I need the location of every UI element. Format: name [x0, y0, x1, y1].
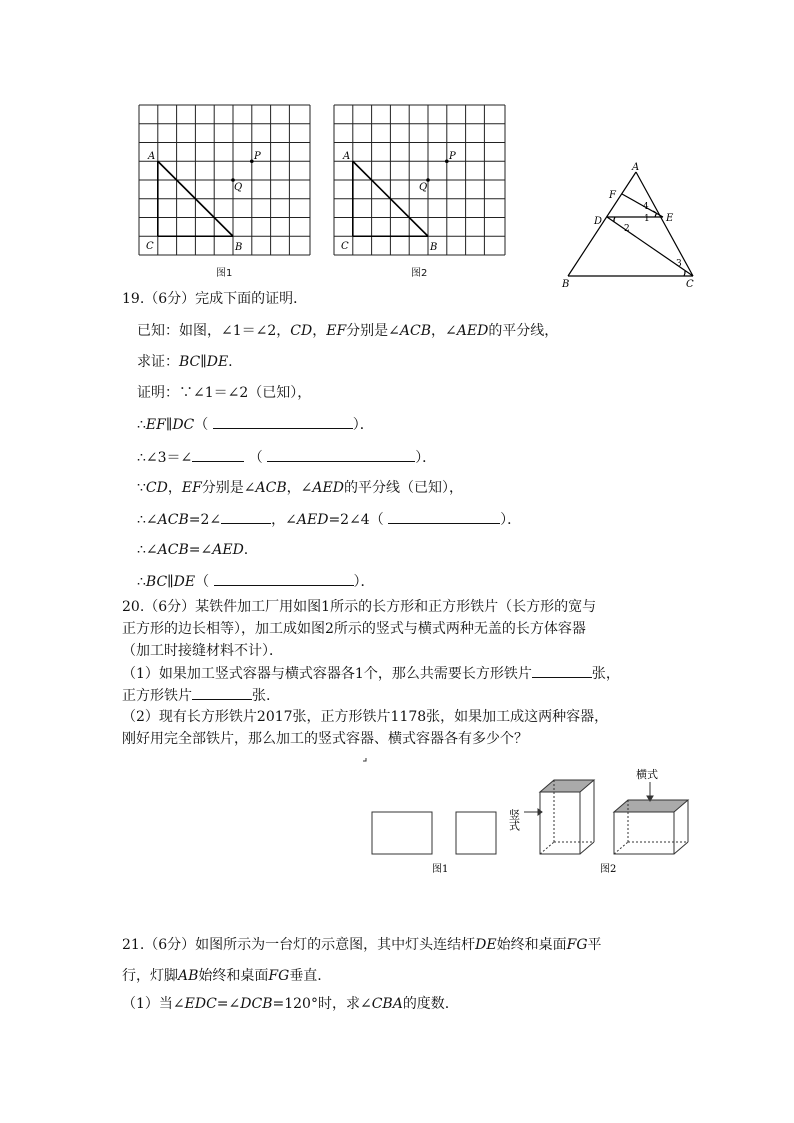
tri-label-E: E [666, 213, 674, 224]
grid-figure-2 [333, 104, 507, 280]
horizontal-label: 横式 [636, 768, 658, 781]
tri-label-F: F [609, 190, 616, 201]
q19-blank-angle[interactable] [192, 447, 244, 462]
grid1-label-C: C [146, 241, 154, 252]
container-figures-svg [362, 752, 702, 882]
q19-blank-angle-2[interactable] [221, 509, 271, 524]
q19-proof-line-3: ∴∠3＝∠ （ ）． [137, 447, 436, 468]
grid1-label-A: A [148, 151, 156, 162]
grid-figure-1-svg [138, 104, 312, 280]
grid1-label-P: P [254, 151, 261, 162]
tri-label-D: D [594, 216, 603, 227]
tri-label-C: C [686, 279, 694, 290]
q19-header: 19.（6分）完成下面的证明． [122, 291, 308, 307]
q20-line-6: （2）现有长方形铁片2017张，正方形铁片1178张，如果加工成这两种容器， [122, 709, 609, 725]
q19-proof-line-7: ∴BC∥DE（ ）． [137, 571, 375, 592]
grid2-caption: 图2 [411, 268, 428, 279]
q20-line-2: 正方形的边长相等），加工成如图2所示的竖式与横式两种无盖的长方体容器 [122, 621, 586, 637]
triangle-svg [558, 158, 708, 293]
q20-line-1: 20.（6分）某铁件加工厂用如图1所示的长方形和正方形铁片（长方形的宽与 [122, 599, 597, 615]
q19-proof-line-4: ∵CD，EF分别是∠ACB，∠AED的平分线（已知）， [137, 480, 463, 496]
q19-proof-line-2: ∴EF∥DC（ ）． [137, 414, 374, 435]
q21-line-3: （1）当∠EDC=∠DCB=120°时，求∠CBA的度数. [122, 996, 450, 1012]
q20-blank-rect-count[interactable] [532, 663, 592, 678]
q20-line-3: （加工时接缝材料不计）． [122, 643, 283, 659]
tri-angle-2: 2 [624, 224, 630, 234]
box-fig1-caption: 图1 [432, 864, 449, 875]
grid2-label-Q: Q [419, 182, 428, 193]
grid2-label-B: B [430, 242, 438, 253]
q19-proof-line-5: ∴∠ACB=2∠ ，∠AED=2∠4（ ）． [137, 509, 521, 530]
q20-blank-square-count[interactable] [192, 685, 252, 700]
q19-proof-line-1: 证明：∵∠1＝∠2（已知）， [137, 385, 312, 401]
q19-blank-reason-3[interactable] [388, 509, 500, 524]
q19-blank-reason-2[interactable] [267, 447, 415, 462]
grid1-caption: 图1 [216, 268, 233, 279]
q19-blank-reason-4[interactable] [214, 571, 354, 586]
box-fig2-caption: 图2 [600, 864, 617, 875]
container-figures [362, 752, 702, 882]
q20-line-4: （1）如果加工竖式容器与横式容器各1个，那么共需要长方形铁片 张， [122, 663, 620, 684]
q19-proof-line-6: ∴∠ACB=∠AED. [137, 542, 249, 558]
grid-figure-1 [138, 104, 312, 280]
q19-given: 已知：如图，∠1＝∠2，CD，EF分别是∠ACB，∠AED的平分线， [137, 323, 559, 339]
tri-angle-4: 4 [643, 202, 649, 212]
q19-blank-reason-1[interactable] [213, 414, 353, 429]
tri-angle-1: 1 [644, 214, 650, 224]
grid2-label-C: C [341, 241, 349, 252]
triangle-figure [558, 158, 708, 293]
q21-line-2: 行，灯脚AB始终和桌面FG垂直. [122, 968, 322, 984]
q19-prove: 求证：BC∥DE. [137, 354, 233, 370]
tri-label-A: A [632, 162, 640, 173]
q20-line-7: 刚好用完全部铁片，那么加工的竖式容器、横式容器各有多少个？ [122, 731, 528, 747]
grid2-label-P: P [449, 151, 456, 162]
q21-line-1: 21.（6分）如图所示为一台灯的示意图，其中灯头连结杆DE始终和桌面FG平 [122, 937, 602, 953]
grid1-label-B: B [235, 242, 243, 253]
grid1-label-Q: Q [234, 182, 243, 193]
tri-label-B: B [562, 279, 570, 290]
vertical-label: 竖式 [507, 809, 521, 831]
grid2-label-A: A [343, 151, 351, 162]
grid-figure-2-svg [333, 104, 507, 280]
tri-angle-3: 3 [676, 259, 682, 269]
q20-line-5: 正方形铁片 张. [122, 685, 270, 706]
